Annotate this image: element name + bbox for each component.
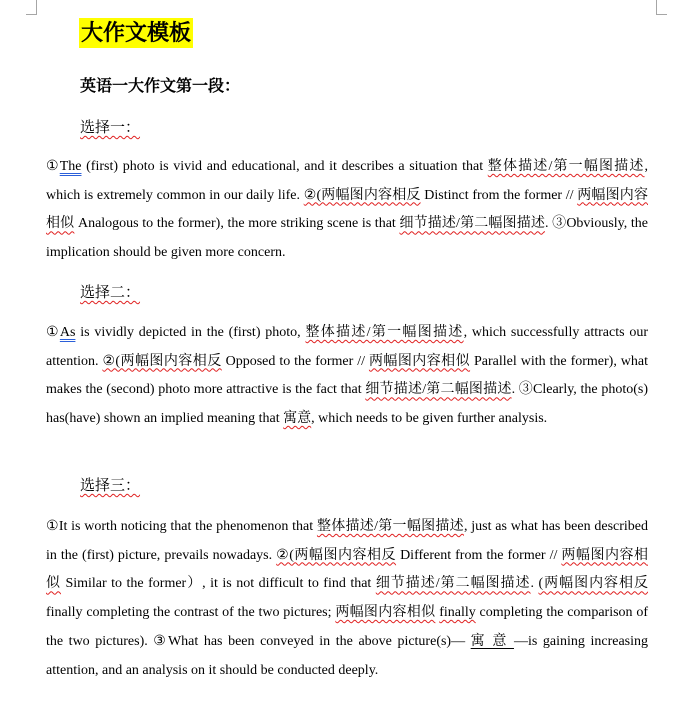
text-run: 细节描述/第二幅图描述 (365, 382, 512, 398)
text-run: Distinct from the former // (420, 187, 578, 203)
text-run: The (59, 159, 82, 174)
text-run: (first) photo is vivid and educational, and it describes a situation that (81, 159, 488, 174)
text-run: 寓 意 (470, 633, 514, 649)
text-run: finally (439, 605, 476, 621)
text-run: ②(两幅图内容相反 (276, 547, 397, 563)
text-run: . (530, 576, 539, 592)
text-run: . ③Obviously, the implication should be given more concern. (46, 216, 649, 261)
text-run: Similar to the former）, it is not difficult to find that (60, 576, 376, 592)
text-run: ① (46, 325, 60, 340)
text-run: Different from the former // (396, 547, 562, 563)
text-run: 整体描述/第一幅图描述 (305, 325, 464, 340)
option-1-label[interactable] (80, 118, 140, 138)
text-run: completing the comparison of the two pictures). ③What has been conveyed in the above picture(s)— (46, 605, 648, 649)
text-run: —is gaining increasing attention, and an analysis on it should be conducted deeply. (46, 633, 648, 678)
document-title[interactable]: 大作文模板 (79, 18, 193, 48)
text-run: 两幅图内容相似 (46, 547, 648, 592)
text-run: 细节描述/第二幅图描述 (399, 216, 546, 232)
text-run: . ③Clearly, the photo(s) has(have) shown an implied meaning that (46, 382, 648, 427)
option-2-label-text: 选择二： (80, 285, 141, 301)
option-2-label[interactable] (80, 283, 140, 303)
text-run: ②(两幅图内容相反 (102, 353, 222, 369)
option-3-label-text: 选择三： (80, 478, 141, 494)
text-run: 寓意 (283, 411, 312, 427)
text-run: , which is extremely common in our daily life. (46, 159, 648, 203)
text-run: 两幅图内容相似 (335, 605, 436, 621)
option-3-paragraph[interactable] (46, 513, 648, 685)
text-run: 两幅图内容相似 (46, 187, 648, 232)
text-run: As (59, 325, 76, 340)
text-run: finally completing the contrast of the two pictures; (46, 605, 336, 621)
text-run: , just as what has been described in the (first) picture, prevails nowadays. (46, 519, 649, 563)
text-run: Parallel with the former), what makes the (second) photo more attractive is the fact that (46, 353, 648, 398)
text-run: , which needs to be given further analysis. (311, 411, 548, 427)
option-3-label[interactable] (80, 476, 140, 496)
section-heading[interactable]: 英语一大作文第一段： (80, 78, 241, 95)
text-run: (两幅图内容相反 (538, 576, 649, 592)
option-2-paragraph[interactable] (46, 319, 648, 434)
text-run: Opposed to the former // (221, 353, 369, 369)
text-run: is vividly depicted in the (first) photo, (75, 325, 306, 340)
text-run: 两幅图内容相似 (368, 353, 471, 369)
text-run: Analogous to the former), the more striking scene is that (74, 216, 400, 232)
text-run: ① (46, 159, 60, 174)
text-run: 细节描述/第二幅图描述 (375, 576, 531, 592)
text-run: , which successfully attracts our attention. (46, 325, 649, 369)
text-run: ②(两幅图内容相反 (303, 187, 421, 203)
option-1-paragraph[interactable] (46, 153, 648, 268)
option-1-label-text: 选择一： (80, 120, 141, 136)
text-run: 整体描述/第一幅图描述 (487, 159, 645, 174)
text-run: ①It is worth noticing that the phenomenon that (46, 519, 317, 534)
text-run: 整体描述/第一幅图描述 (316, 519, 464, 534)
